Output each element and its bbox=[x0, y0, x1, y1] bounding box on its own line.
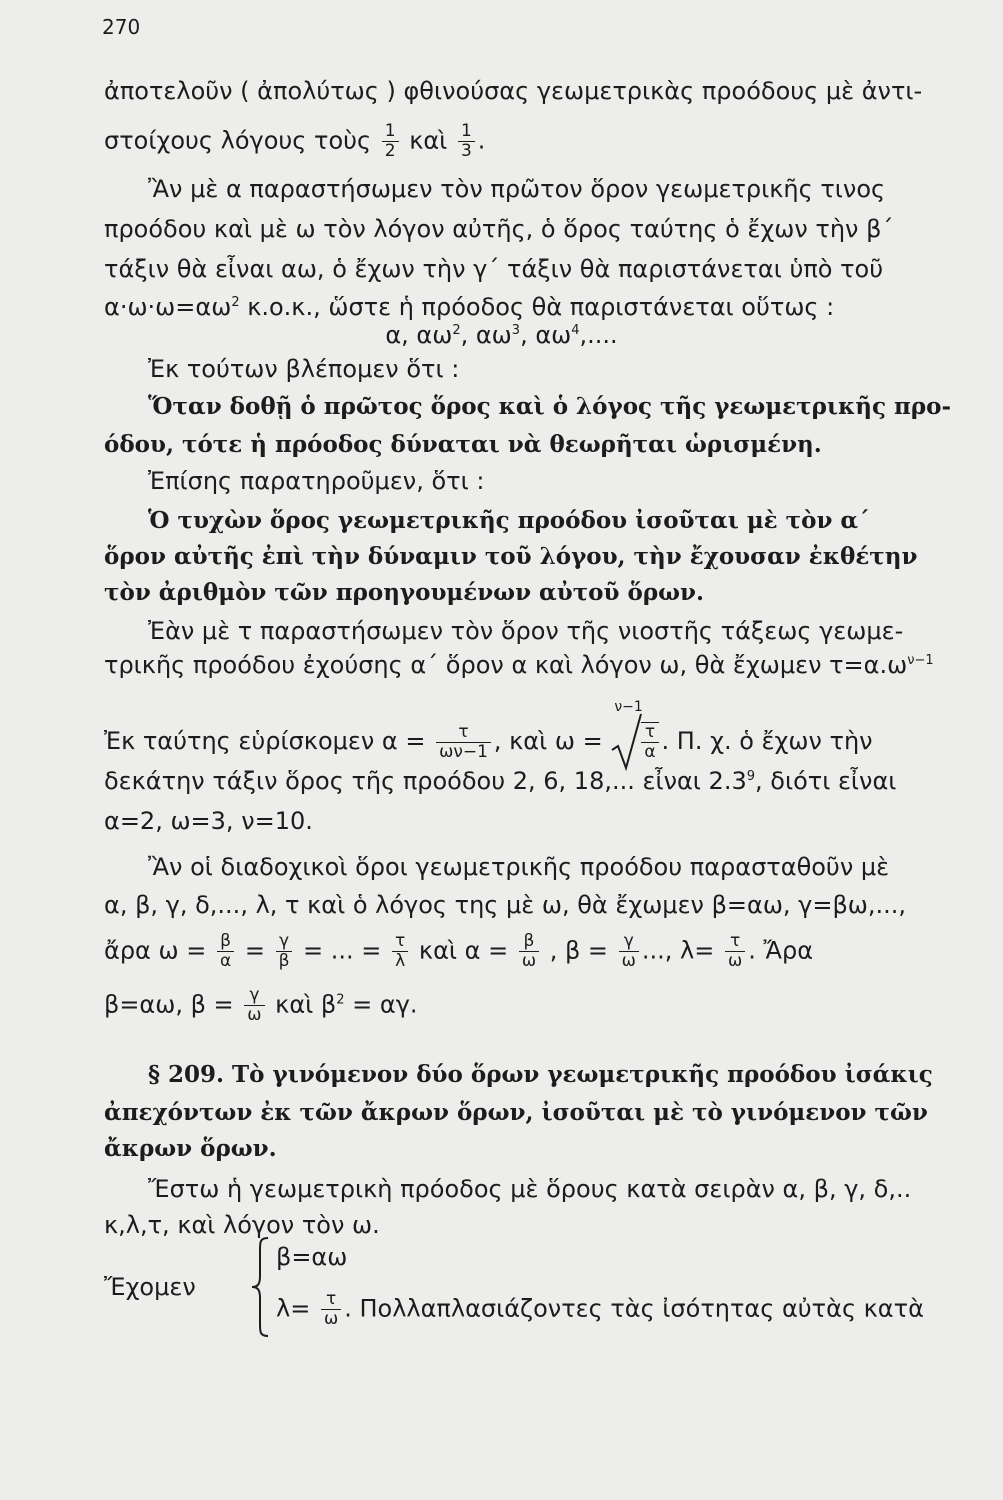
text-line: στοίχους λόγους τοὺς $\frac{1}{2}$ καὶ $\frac{1}{3}$ . bbox=[104, 121, 486, 161]
text-line: κ,λ,τ, καὶ λόγον τὸν ω. bbox=[104, 1211, 380, 1239]
theorem-line: Ὅταν δοθῇ ὁ πρῶτος ὅρος καὶ ὁ λόγος τῆς γεωμετρικῆς προ- bbox=[148, 393, 952, 420]
fraction: $\frac{1}{2}$ bbox=[382, 122, 399, 161]
text-line: β=αω, β = $\frac{\gamma}{\omega}$ καὶ $\beta^2 = \alpha\gamma$. bbox=[104, 985, 418, 1025]
theorem-line: όδου, τότε ἡ πρόοδος δύναται νὰ θεωρῆται ὡρισμένη. bbox=[104, 431, 822, 458]
fraction: $\frac{1}{3}$ bbox=[458, 122, 475, 161]
fraction: $\frac{\tau}{\omega}$ bbox=[321, 1290, 341, 1329]
page-number: 270 bbox=[102, 15, 141, 39]
section-heading: ἀπεχόντων ἐκ τῶν ἄκρων ὅρων, ἰσοῦται μὲ τὸ γινόμενον τῶν bbox=[104, 1099, 928, 1126]
text-line: $\alpha\cdot\omega\cdot\omega=\alpha\omega^2$ κ.ο.κ., ὥστε ἡ πρόοδος θὰ παριστάνεται οὕτως : bbox=[104, 293, 835, 321]
text-line: α, β, γ, δ,..., λ, τ καὶ ὁ λόγος της μὲ ω, θὰ ἔχωμεν β=αω, γ=βω,..., bbox=[104, 891, 907, 919]
nth-root: ν−1 bbox=[610, 712, 644, 772]
section-heading: § 209. Τὸ γινόμενον δύο ὅρων γεωμετρικῆς προόδου ἰσάκις bbox=[148, 1061, 933, 1088]
text-line: ἄρα ω = $\frac{\beta}{\alpha}$ = $\frac{\gamma}{\beta}$ = ... = $\frac{\tau}{\lambda}$ καὶ α = $\frac{\beta}{\omega}$ , β = $\frac{\gamma}{\omega}$ ..., λ= $\frac{\tau}{\omega}$ . Ἄρα bbox=[104, 931, 814, 971]
fraction: $\frac{\gamma}{\omega}$ bbox=[244, 986, 264, 1025]
text-line: Ἔχομεν bbox=[104, 1273, 196, 1301]
theorem-line: τὸν ἀριθμὸν τῶν προηγουμένων αὐτοῦ ὅρων. bbox=[104, 579, 704, 606]
fraction: $\frac{\beta}{\alpha}$ bbox=[217, 932, 234, 971]
theorem-line: ὅρον αὐτῆς ἐπὶ τὴν δύναμιν τοῦ λόγου, τὴν ἔχουσαν ἐκθέτην bbox=[104, 543, 918, 570]
theorem-line: Ὁ τυχὼν ὅρος γεωμετρικῆς προόδου ἰσοῦται μὲ τὸν α΄ bbox=[148, 507, 870, 534]
fraction: $\frac{\beta}{\omega}$ bbox=[519, 932, 539, 971]
fraction: $\frac{\gamma}{\beta}$ bbox=[276, 932, 293, 971]
fraction: $\frac{\tau}{\omega\nu-1}$ bbox=[436, 723, 491, 762]
text-line: Ἐκ ταύτης εὑρίσκομεν α = $\frac{\tau}{\omega\nu-1}$ , καὶ ω = ν−1 $\frac{\tau}{\alpha}$ . Π. χ. ὁ ἔχων τὴν bbox=[104, 712, 873, 772]
fraction: $\frac{\tau}{\omega}$ bbox=[725, 932, 745, 971]
text-line: τάξιν θὰ εἶναι αω, ὁ ἔχων τὴν γ΄ τάξιν θὰ παριστάνεται ὑπὸ τοῦ bbox=[104, 255, 884, 283]
text-line: α=2, ω=3, ν=10. bbox=[104, 807, 313, 835]
text-line: Ἐπίσης παρατηροῦμεν, ὅτι : bbox=[148, 467, 485, 495]
equation-line: λ= $\frac{\tau}{\omega}$ . Πολλαπλασιάζοντες τὰς ἰσότητας αὐτὰς κατὰ bbox=[276, 1289, 924, 1329]
text-line: Ἔστω ἡ γεωμετρικὴ πρόοδος μὲ ὅρους κατὰ σειρὰν α, β, γ, δ,.. bbox=[148, 1175, 912, 1203]
text-line: τρικῆς προόδου ἐχούσης α΄ ὅρον α καὶ λόγον ω, θὰ ἔχωμεν $\tau=\alpha.\omega^{\nu-1}$ bbox=[104, 651, 934, 679]
text-line: δεκάτην τάξιν ὅρος τῆς προόδου 2, 6, 18,... εἶναι $2.3^9$, διότι εἶναι bbox=[104, 767, 897, 795]
text-line: Ἐκ τούτων βλέπομεν ὅτι : bbox=[148, 355, 460, 383]
equation-line: β=αω bbox=[276, 1243, 348, 1271]
fraction: $\frac{\gamma}{\omega}$ bbox=[619, 932, 639, 971]
text-line: Ἂν μὲ α παραστήσωμεν τὸν πρῶτον ὅρον γεωμετρικῆς τινος bbox=[148, 175, 886, 203]
text-line: ἀποτελοῦν ( ἀπολύτως ) φθινούσας γεωμετρικὰς προόδους μὲ ἀντι- bbox=[104, 77, 923, 105]
text-line: προόδου καὶ μὲ ω τὸν λόγον αὐτῆς, ὁ ὅρος ταύτης ὁ ἔχων τὴν β΄ bbox=[104, 215, 894, 243]
fraction: $\frac{\tau}{\alpha}$ bbox=[641, 722, 658, 762]
progression-formula: α, $\alpha\omega^2$, $\alpha\omega^3$, $\alpha\omega^4$,.... bbox=[385, 321, 618, 349]
fraction: $\frac{\tau}{\lambda}$ bbox=[392, 932, 408, 971]
section-heading: ἄκρων ὅρων. bbox=[104, 1135, 277, 1162]
left-brace bbox=[248, 1236, 272, 1338]
text-line: Ἂν οἱ διαδοχικοὶ ὅροι γεωμετρικῆς προόδου παρασταθοῦν μὲ bbox=[148, 853, 890, 881]
text-line: Ἐὰν μὲ τ παραστήσωμεν τὸν ὅρον τῆς νιοστῆς τάξεως γεωμε- bbox=[148, 617, 904, 645]
